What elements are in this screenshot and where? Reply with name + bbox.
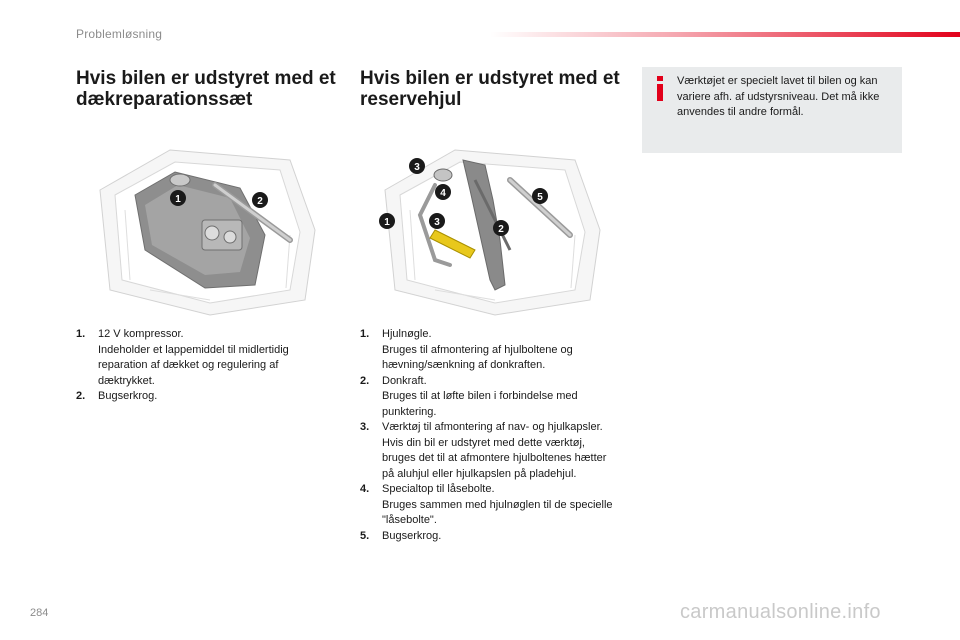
svg-text:1: 1 [384, 217, 390, 228]
item-description: Bruges til afmontering af hjulboltene og hævning/sænkning af donkraften. [382, 343, 573, 371]
svg-text:1: 1 [175, 194, 181, 205]
list-item [360, 482, 620, 529]
svg-text:3: 3 [434, 217, 440, 228]
callout-1 [379, 213, 395, 229]
item-number: 1. [76, 328, 86, 340]
callout-5 [532, 188, 548, 204]
item-number: 1. [360, 328, 370, 340]
heading-repair-kit: Hvis bilen er udstyret med et dækreparationssæt [76, 68, 336, 110]
repair-kit-list [76, 327, 326, 405]
list-item [360, 420, 620, 482]
svg-text:4: 4 [440, 188, 446, 199]
item-title: Bugserkrog. [98, 390, 158, 402]
item-title: Donkraft. [382, 374, 427, 387]
callout-4 [435, 184, 451, 200]
callout-1 [170, 190, 186, 206]
header-accent-bar [490, 32, 960, 37]
list-item [360, 374, 620, 421]
page-number: 284 [30, 607, 49, 619]
item-title: Værktøj til afmontering af nav- og hjulkapsler. [382, 421, 603, 433]
callout-3-top [409, 158, 425, 174]
list-item [76, 327, 326, 389]
item-number: 3. [360, 421, 370, 433]
info-box [642, 67, 902, 153]
heading-spare-wheel: Hvis bilen er udstyret med et reservehjul [360, 68, 620, 110]
list-item [360, 529, 620, 545]
list-item [76, 389, 326, 405]
spare-wheel-tools-illustration [375, 140, 605, 320]
item-title: Specialtop til låsebolte. [382, 483, 495, 495]
callout-2 [493, 220, 509, 236]
info-icon [655, 76, 665, 101]
list-item [360, 327, 620, 374]
item-title: Bugserkrog. [382, 529, 442, 542]
info-text: Værktøjet er specielt lavet til bilen og kan variere afh. af udstyrsniveau. Det må ikke anvendes til andre formål. [677, 75, 880, 118]
spare-wheel-list [360, 327, 620, 544]
svg-text:3: 3 [414, 162, 420, 173]
item-number: 2. [76, 390, 86, 402]
item-number: 4. [360, 483, 370, 495]
svg-text:2: 2 [498, 224, 504, 235]
item-description: Hvis din bil er udstyret med dette værktøj, bruges det til at afmontere hjulboltenes hætter på aluhjul eller hjulkapslen på pladehjul. [382, 436, 607, 480]
callout-2 [252, 192, 268, 208]
svg-text:2: 2 [257, 196, 263, 207]
item-number: 2. [360, 374, 370, 387]
svg-text:5: 5 [537, 192, 543, 203]
section-title: Problemløsning [76, 27, 163, 41]
item-number: 5. [360, 529, 370, 542]
callout-3-bottom [429, 213, 445, 229]
item-description: Indeholder et lappemiddel til midlertidig reparation af dækket og regulering af dæktrykket. [98, 343, 289, 387]
item-description: Bruges sammen med hjulnøglen til de specielle "låsebolte". [382, 498, 613, 526]
repair-kit-illustration [90, 140, 320, 320]
item-description: Bruges til at løfte bilen i forbindelse med punktering. [382, 390, 578, 418]
item-title: 12 V kompressor. [98, 328, 184, 340]
watermark: carmanualsonline.info [680, 601, 881, 623]
item-title: Hjulnøgle. [382, 328, 432, 340]
